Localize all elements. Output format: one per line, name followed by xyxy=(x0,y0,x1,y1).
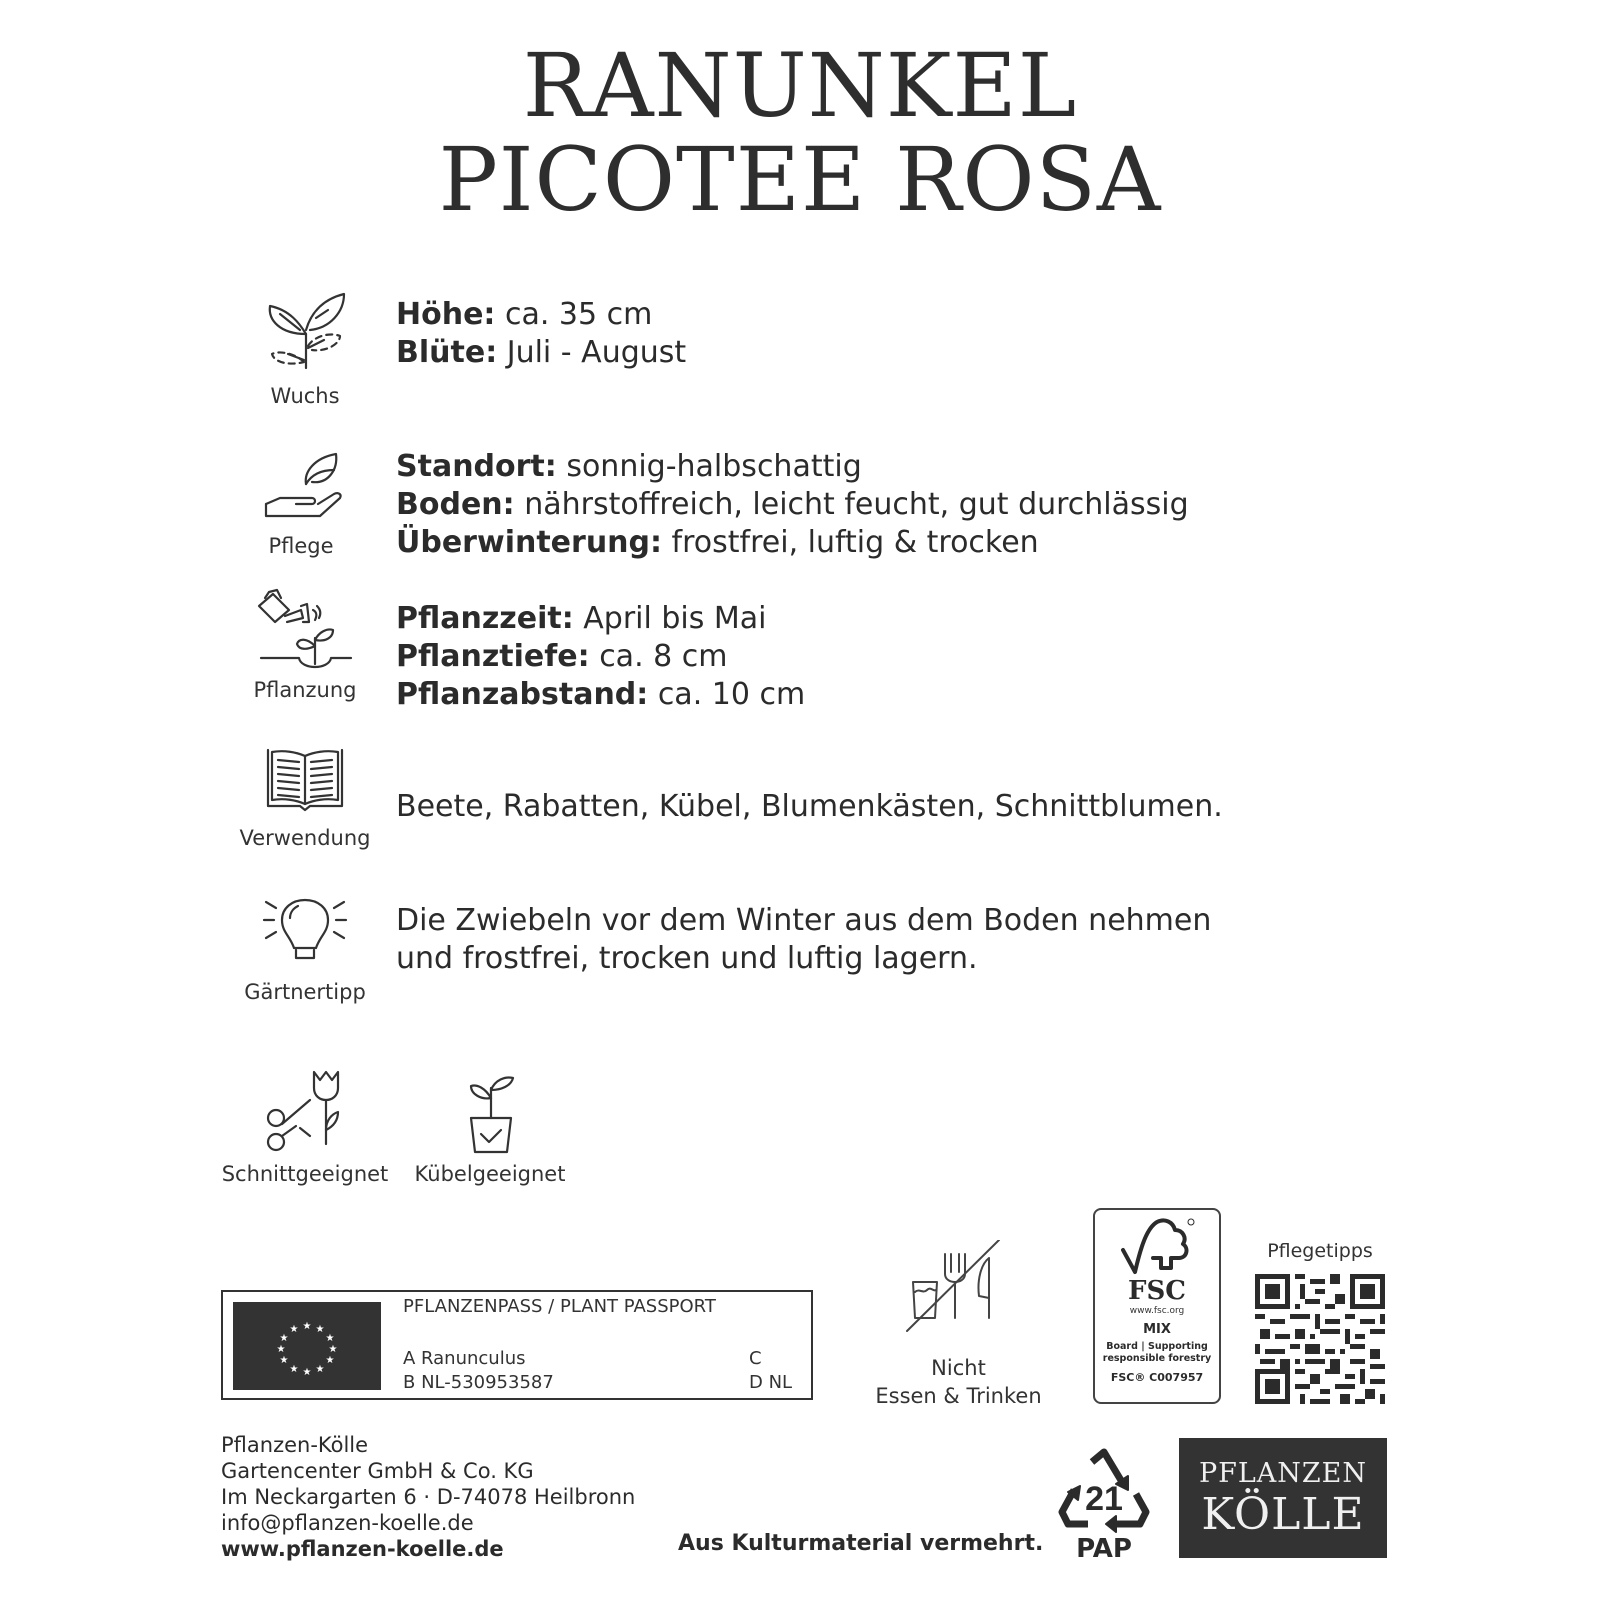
logo-line-1: PFLANZEN xyxy=(1198,1458,1368,1489)
passport-field-c: C xyxy=(749,1348,762,1369)
address-company: Pflanzen-Kölle xyxy=(221,1433,369,1457)
tip-line-2: und frostfrei, trocken und luftig lagern. xyxy=(396,941,978,976)
info-value: April bis Mai xyxy=(573,601,767,636)
info-line-hoehe xyxy=(396,296,686,334)
no-eat-drink-icon xyxy=(905,1240,1015,1340)
potted-plant-check-icon xyxy=(445,1070,535,1154)
feature-label: Schnittgeeignet xyxy=(221,1162,389,1186)
propagation-note: Aus Kulturmaterial vermehrt. xyxy=(678,1531,1044,1556)
fsc-url: www.fsc.org xyxy=(1129,1306,1185,1316)
info-value: Juli - August xyxy=(497,335,687,370)
info-value: sonnig-halbschattig xyxy=(556,449,862,484)
recycling-triangle-icon xyxy=(1058,1448,1150,1534)
info-key: Überwinterung: xyxy=(396,525,663,560)
logo-line-2: KÖLLE xyxy=(1201,1489,1365,1540)
svg-text:★: ★ xyxy=(289,1324,299,1335)
info-value: ca. 8 cm xyxy=(589,639,728,674)
fsc-desc-1: Board | Supporting xyxy=(1106,1341,1208,1352)
info-line-standort xyxy=(396,448,1189,486)
title-line-1: RANUNKEL xyxy=(522,34,1078,137)
section-pflege-info xyxy=(396,448,1189,562)
address-email[interactable]: info@pflanzen-koelle.de xyxy=(221,1511,474,1535)
svg-text:★: ★ xyxy=(279,1355,289,1366)
recycling-symbol xyxy=(1058,1448,1150,1564)
info-key: Blüte: xyxy=(396,335,498,370)
no-eat-line-1: Nicht xyxy=(931,1356,986,1380)
svg-text:★: ★ xyxy=(315,1324,325,1335)
section-wuchs-icon-block xyxy=(220,288,390,408)
info-line-pflanzzeit xyxy=(396,600,805,638)
feature-schnittgeeignet xyxy=(220,1070,390,1186)
info-key: Pflanzabstand: xyxy=(396,677,649,712)
section-verwendung-info: Beete, Rabatten, Kübel, Blumenkästen, Schnittblumen. xyxy=(396,789,1223,824)
section-pflege-icon-block xyxy=(216,452,386,558)
info-key: Pflanztiefe: xyxy=(396,639,590,674)
svg-text:★: ★ xyxy=(302,1321,312,1332)
info-key: Pflanzzeit: xyxy=(396,601,574,636)
qr-label: Pflegetipps xyxy=(1267,1240,1373,1262)
fsc-tree-check-icon xyxy=(1117,1216,1197,1278)
info-value: frostfrei, luftig & trocken xyxy=(662,525,1039,560)
svg-text:★: ★ xyxy=(279,1333,289,1344)
fsc-desc-2: responsible forestry xyxy=(1102,1353,1212,1364)
fsc-brand: FSC xyxy=(1128,1276,1186,1306)
info-line-boden xyxy=(396,486,1189,524)
feature-label: Kübelgeeignet xyxy=(414,1162,566,1186)
section-label-pflanzung: Pflanzung xyxy=(253,678,357,702)
brand-logo xyxy=(1179,1438,1387,1558)
section-gaertnertipp-icon-block xyxy=(220,896,390,1004)
svg-text:★: ★ xyxy=(276,1344,286,1355)
info-line-ueberwinterung xyxy=(396,524,1189,562)
hand-leaf-icon xyxy=(256,452,346,524)
title-line-2: PICOTEE ROSA xyxy=(438,128,1162,231)
section-pflanzung-info xyxy=(396,600,805,714)
svg-text:★: ★ xyxy=(325,1355,335,1366)
info-value: ca. 10 cm xyxy=(648,677,806,712)
info-line-bluete xyxy=(396,334,686,372)
recycling-code: PAP xyxy=(1076,1534,1132,1564)
fsc-code: FSC® C007957 xyxy=(1110,1371,1204,1384)
passport-title: PFLANZENPASS / PLANT PASSPORT xyxy=(403,1296,716,1317)
svg-text:★: ★ xyxy=(315,1364,325,1375)
info-value: ca. 35 cm xyxy=(495,297,653,332)
section-wuchs-info xyxy=(396,296,686,372)
plant-passport xyxy=(221,1290,813,1400)
product-title xyxy=(0,34,1600,231)
tip-line-1: Die Zwiebeln vor dem Winter aus dem Boden nehmen xyxy=(396,903,1212,938)
section-label-verwendung: Verwendung xyxy=(239,826,371,850)
qr-code[interactable] xyxy=(1255,1274,1385,1404)
passport-field-a: A Ranunculus xyxy=(403,1348,526,1369)
book-icon xyxy=(264,746,346,812)
scissors-flower-icon xyxy=(260,1070,350,1154)
address-legal: Gartencenter GmbH & Co. KG xyxy=(221,1459,534,1483)
lightbulb-icon xyxy=(260,896,350,966)
info-key: Höhe: xyxy=(396,297,496,332)
company-address xyxy=(221,1432,635,1562)
section-label-gaertnertipp: Gärtnertipp xyxy=(244,980,366,1004)
section-label-wuchs: Wuchs xyxy=(270,384,340,408)
address-website[interactable]: www.pflanzen-koelle.de xyxy=(221,1537,504,1561)
info-value: nährstoffreich, leicht feucht, gut durchlässig xyxy=(514,487,1189,522)
eu-flag-icon xyxy=(233,1302,381,1390)
no-eat-line-2: Essen & Trinken xyxy=(875,1384,1042,1408)
svg-text:★: ★ xyxy=(328,1344,338,1355)
watering-can-icon xyxy=(255,588,355,678)
section-gaertnertipp-info xyxy=(396,902,1211,978)
feature-kuebelgeeignet xyxy=(405,1070,575,1186)
info-line-pflanzabstand xyxy=(396,676,805,714)
info-line-pflanztiefe xyxy=(396,638,805,676)
fsc-mix: MIX xyxy=(1143,1322,1171,1337)
info-key: Standort: xyxy=(396,449,557,484)
no-eat-drink-icon-block xyxy=(905,1240,1015,1344)
section-label-pflege: Pflege xyxy=(268,534,334,558)
info-key: Boden: xyxy=(396,487,515,522)
section-pflanzung-icon-block xyxy=(220,588,390,702)
no-eat-drink-label xyxy=(866,1354,1051,1410)
passport-field-d: D NL xyxy=(749,1372,793,1393)
svg-text:21: 21 xyxy=(1085,1480,1123,1518)
svg-text:★: ★ xyxy=(302,1367,312,1378)
plant-growth-icon xyxy=(260,288,350,370)
section-verwendung-icon-block xyxy=(220,746,390,850)
passport-field-b: B NL-530953587 xyxy=(403,1372,554,1393)
svg-text:★: ★ xyxy=(325,1333,335,1344)
address-street: Im Neckargarten 6 · D-74078 Heilbronn xyxy=(221,1485,636,1509)
svg-text:★: ★ xyxy=(289,1364,299,1375)
fsc-label xyxy=(1093,1208,1221,1404)
